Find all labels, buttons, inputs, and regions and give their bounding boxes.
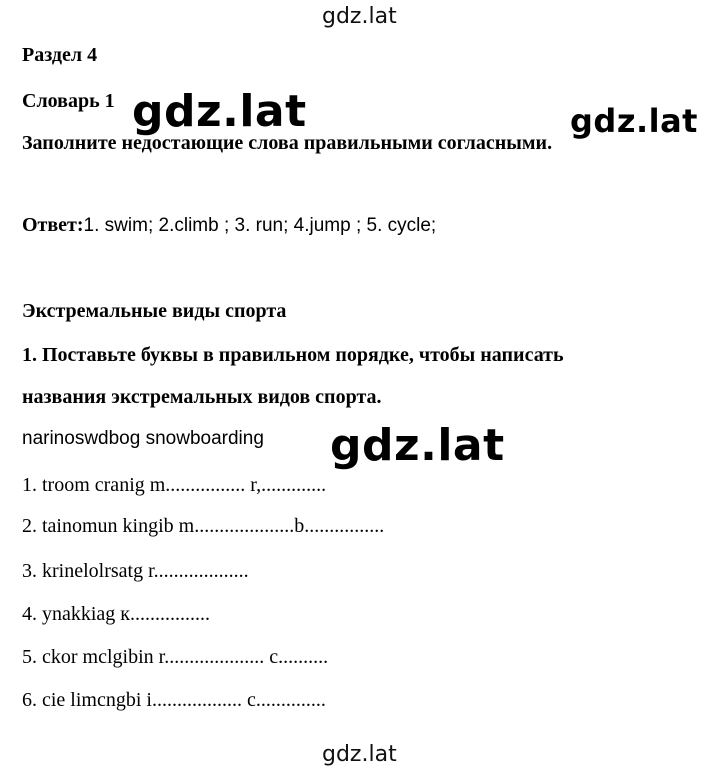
section-subtitle: Словарь 1 (22, 90, 115, 112)
list-item: 2. tainomun kingib m....................b................ (22, 515, 385, 537)
answer-line (22, 214, 436, 237)
list-item: 5. ckor mclgibin r.................... c.......... (22, 646, 329, 668)
instruction-text: Заполните недостающие слова правильными согласными. (22, 132, 553, 154)
watermark-big-left: gdz.lat (132, 86, 307, 137)
list-item: 1. troom cranig m................ r,............. (22, 474, 327, 496)
task-line-1: 1. Поставьте буквы в правильном порядке, чтобы написать (22, 344, 564, 366)
watermark-bottom: gdz.lat (322, 742, 397, 767)
list-item: 4. ynakkiag к................ (22, 603, 211, 625)
watermark-top: gdz.lat (322, 4, 397, 29)
watermark-big-right: gdz.lat (570, 102, 698, 140)
example-line: narinoswdbog snowboarding (22, 428, 264, 449)
answer-text: 1. swim; 2.climb ; 3. run; 4.jump ; 5. cycle; (83, 215, 437, 236)
task-line-2: названия экстремальных видов спорта. (22, 386, 382, 408)
answer-label: Ответ: (22, 214, 84, 236)
section-title: Раздел 4 (22, 44, 98, 66)
list-item: 3. krinelolrsatg r................... (22, 560, 249, 582)
watermark-big-center: gdz.lat (330, 420, 505, 471)
extreme-heading: Экстремальные виды спорта (22, 300, 287, 322)
list-item: 6. cie limcngbi i.................. c.............. (22, 689, 326, 711)
